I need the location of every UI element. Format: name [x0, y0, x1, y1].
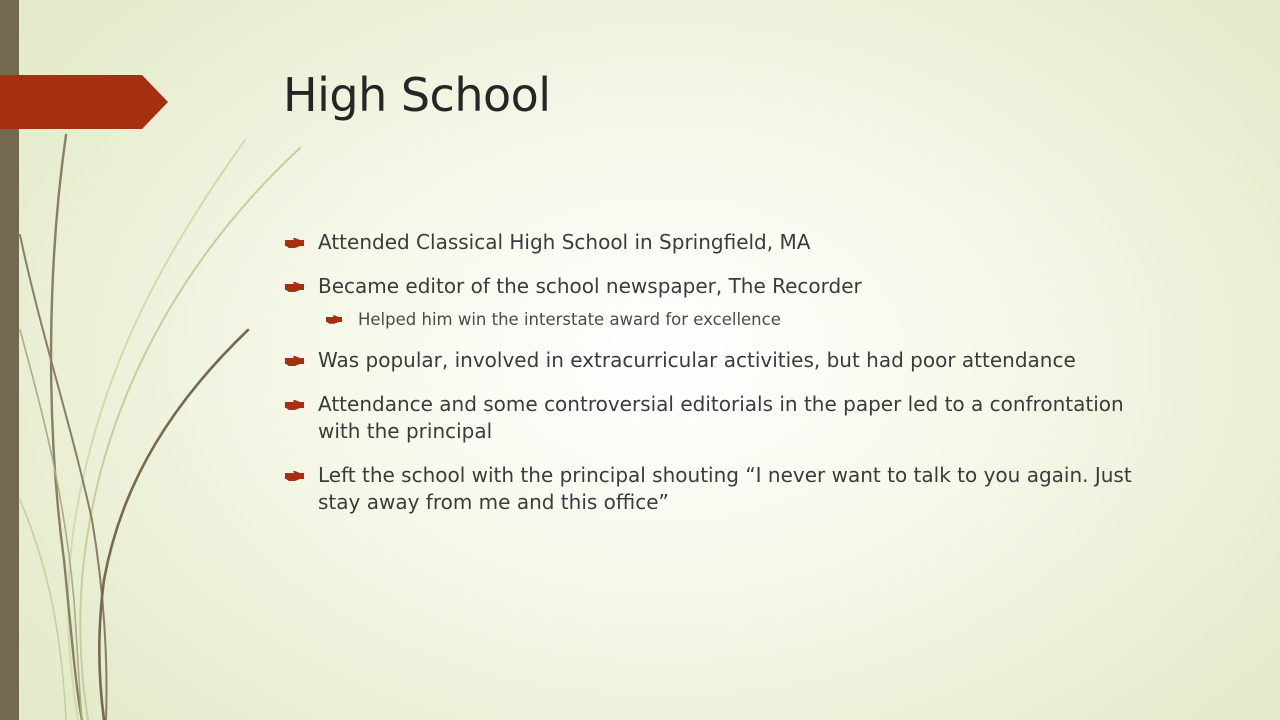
bullet-item	[284, 391, 1154, 445]
bullet-text: Attendance and some controversial editorials in the paper led to a confrontation with the principal	[318, 392, 1124, 443]
sub-bullet-item	[325, 309, 1154, 331]
bullet-item	[284, 273, 1154, 300]
pointing-hand-bullet-icon	[285, 282, 304, 292]
pointing-hand-bullet-icon	[326, 315, 342, 324]
pointing-hand-bullet-icon	[285, 238, 304, 248]
bullet-text: Attended Classical High School in Springfield, MA	[318, 230, 811, 254]
bullet-list	[284, 229, 1154, 533]
pointing-hand-bullet-icon	[285, 400, 304, 410]
sub-bullet-text: Helped him win the interstate award for excellence	[358, 310, 781, 329]
bullet-text: Left the school with the principal shouting “I never want to talk to you again. Just stay away from me and this office”	[318, 463, 1132, 514]
bullet-item	[284, 462, 1154, 516]
bullet-text: Became editor of the school newspaper, The Recorder	[318, 274, 862, 298]
bullet-item	[284, 229, 1154, 256]
bullet-item	[284, 347, 1154, 374]
pointing-hand-bullet-icon	[285, 471, 304, 481]
decorative-vines	[0, 0, 320, 720]
pointing-hand-bullet-icon	[285, 356, 304, 366]
bullet-text: Was popular, involved in extracurricular activities, but had poor attendance	[318, 348, 1076, 372]
slide-title: High School	[283, 68, 551, 122]
